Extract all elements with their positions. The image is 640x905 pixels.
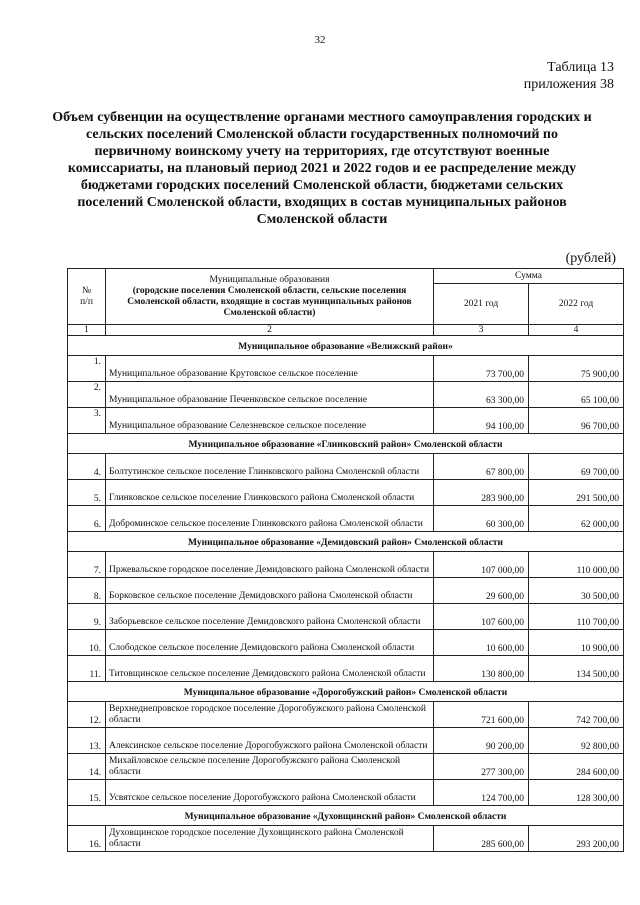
table-row <box>68 454 624 480</box>
table-ref-line2: приложения 38 <box>523 77 614 92</box>
amount-2022: 96 700,00 <box>529 408 624 434</box>
amount-2021: 283 900,00 <box>434 480 529 506</box>
table-row <box>68 826 624 852</box>
amount-2022: 10 900,00 <box>529 630 624 656</box>
row-number: 5. <box>68 480 106 506</box>
amount-2022: 284 600,00 <box>529 754 624 780</box>
section-row <box>68 532 624 552</box>
table-body <box>68 336 624 852</box>
amount-2021: 29 600,00 <box>434 578 529 604</box>
header-sum: Сумма <box>434 269 624 284</box>
municipality-name: Муниципальное образование Селезневское сельское поселение <box>106 408 434 434</box>
section-title: Муниципальное образование «Велижский район» <box>68 336 624 356</box>
table-reference <box>524 59 614 93</box>
table-row <box>68 754 624 780</box>
amount-2021: 277 300,00 <box>434 754 529 780</box>
amount-2022: 30 500,00 <box>529 578 624 604</box>
amount-2022: 291 500,00 <box>529 480 624 506</box>
row-number: 2. <box>68 382 106 408</box>
row-number: 12. <box>68 702 106 728</box>
municipality-name: Верхнеднепровское городское поселение Дорогобужского района Смоленской области <box>106 702 434 728</box>
table-row <box>68 480 624 506</box>
section-row <box>68 682 624 702</box>
section-title: Муниципальное образование «Духовщинский район» Смоленской области <box>68 806 624 826</box>
amount-2021: 60 300,00 <box>434 506 529 532</box>
table-row <box>68 356 624 382</box>
municipality-name: Заборьевское сельское поселение Демидовского района Смоленской области <box>106 604 434 630</box>
municipality-name: Алексинское сельское поселение Дорогобужского района Смоленской области <box>106 728 434 754</box>
amount-2022: 293 200,00 <box>529 826 624 852</box>
municipality-name: Слободское сельское поселение Демидовского района Смоленской области <box>106 630 434 656</box>
amount-2021: 107 600,00 <box>434 604 529 630</box>
table-ref-line1: Таблица 13 <box>547 60 614 75</box>
header-mo-desc: (городские поселения Смоленской области, сельские поселения Смоленской области, входящие в состав муниципальных районов Смоленской области) <box>127 285 412 318</box>
amount-2021: 94 100,00 <box>434 408 529 434</box>
amount-2021: 130 800,00 <box>434 656 529 682</box>
table-row <box>68 702 624 728</box>
header-mo-title: Муниципальные образования <box>209 274 330 285</box>
row-number: 1. <box>68 356 106 382</box>
amount-2022: 742 700,00 <box>529 702 624 728</box>
municipality-name: Муниципальное образование Крутовское сельское поселение <box>106 356 434 382</box>
municipality-name: Пржевальское городское поселение Демидовского района Смоленской области <box>106 552 434 578</box>
header-2022: 2022 год <box>529 284 624 325</box>
amount-2021: 285 600,00 <box>434 826 529 852</box>
amount-2022: 110 000,00 <box>529 552 624 578</box>
table-row <box>68 552 624 578</box>
header-index-2: 2 <box>106 325 434 336</box>
amount-2021: 90 200,00 <box>434 728 529 754</box>
amount-2022: 62 000,00 <box>529 506 624 532</box>
page-number: 32 <box>314 34 326 46</box>
section-title: Муниципальное образование «Глинковский район» Смоленской области <box>68 434 624 454</box>
amount-2021: 10 600,00 <box>434 630 529 656</box>
header-index-3: 3 <box>434 325 529 336</box>
municipality-name: Титовщинское сельское поселение Демидовского района Смоленской области <box>106 656 434 682</box>
municipality-name: Муниципальное образование Печенковское сельское поселение <box>106 382 434 408</box>
amount-2022: 75 900,00 <box>529 356 624 382</box>
municipality-name: Борковское сельское поселение Демидовского района Смоленской области <box>106 578 434 604</box>
header-index-1: 1 <box>68 325 106 336</box>
row-number: 8. <box>68 578 106 604</box>
row-number: 4. <box>68 454 106 480</box>
table-row <box>68 656 624 682</box>
amount-2022: 65 100,00 <box>529 382 624 408</box>
row-number: 15. <box>68 780 106 806</box>
table-row <box>68 408 624 434</box>
row-number: 13. <box>68 728 106 754</box>
header-2021: 2021 год <box>434 284 529 325</box>
row-number: 9. <box>68 604 106 630</box>
table-row <box>68 382 624 408</box>
table-row <box>68 728 624 754</box>
municipality-name: Михайловское сельское поселение Дорогобужского района Смоленской области <box>106 754 434 780</box>
amount-2022: 128 300,00 <box>529 780 624 806</box>
table-row <box>68 630 624 656</box>
table-row <box>68 506 624 532</box>
amount-2022: 110 700,00 <box>529 604 624 630</box>
section-row <box>68 806 624 826</box>
header-num: № п/п <box>68 269 106 325</box>
municipality-name: Духовщинское городское поселение Духовщинского района Смоленской области <box>106 826 434 852</box>
section-title: Муниципальное образование «Дорогобужский район» Смоленской области <box>68 682 624 702</box>
header-index-4: 4 <box>529 325 624 336</box>
section-row <box>68 434 624 454</box>
municipality-name: Усвятское сельское поселение Дорогобужского района Смоленской области <box>106 780 434 806</box>
row-number: 11. <box>68 656 106 682</box>
units-label: (рублей) <box>565 251 616 266</box>
row-number: 16. <box>68 826 106 852</box>
amount-2022: 69 700,00 <box>529 454 624 480</box>
row-number: 3. <box>68 408 106 434</box>
row-number: 14. <box>68 754 106 780</box>
row-number: 10. <box>68 630 106 656</box>
table-row <box>68 604 624 630</box>
section-row <box>68 336 624 356</box>
document-title: Объем субвенции на осуществление органами местного самоуправления городских и сельских поселений Смоленской области государственных полномочий по первичному воинскому учету на территориях, где отсутствуют военные комиссариаты, на плановый период 2021 и 2022 годов и ее распределение между бюджетами городских поселений Смоленской области, бюджетами сельских поселений Смоленской области, входящих в состав муниципальных районов Смоленской области <box>52 110 592 227</box>
amount-2021: 107 000,00 <box>434 552 529 578</box>
subvention-table <box>67 268 624 852</box>
amount-2022: 134 500,00 <box>529 656 624 682</box>
municipality-name: Болтутинское сельское поселение Глинковского района Смоленской области <box>106 454 434 480</box>
table-row <box>68 578 624 604</box>
amount-2021: 721 600,00 <box>434 702 529 728</box>
amount-2022: 92 800,00 <box>529 728 624 754</box>
amount-2021: 73 700,00 <box>434 356 529 382</box>
table-row <box>68 780 624 806</box>
municipality-name: Глинковское сельское поселение Глинковского района Смоленской области <box>106 480 434 506</box>
amount-2021: 63 300,00 <box>434 382 529 408</box>
header-municipalities <box>106 269 434 325</box>
row-number: 7. <box>68 552 106 578</box>
row-number: 6. <box>68 506 106 532</box>
amount-2021: 67 800,00 <box>434 454 529 480</box>
amount-2021: 124 700,00 <box>434 780 529 806</box>
municipality-name: Доброминское сельское поселение Глинковского района Смоленской области <box>106 506 434 532</box>
section-title: Муниципальное образование «Демидовский район» Смоленской области <box>68 532 624 552</box>
